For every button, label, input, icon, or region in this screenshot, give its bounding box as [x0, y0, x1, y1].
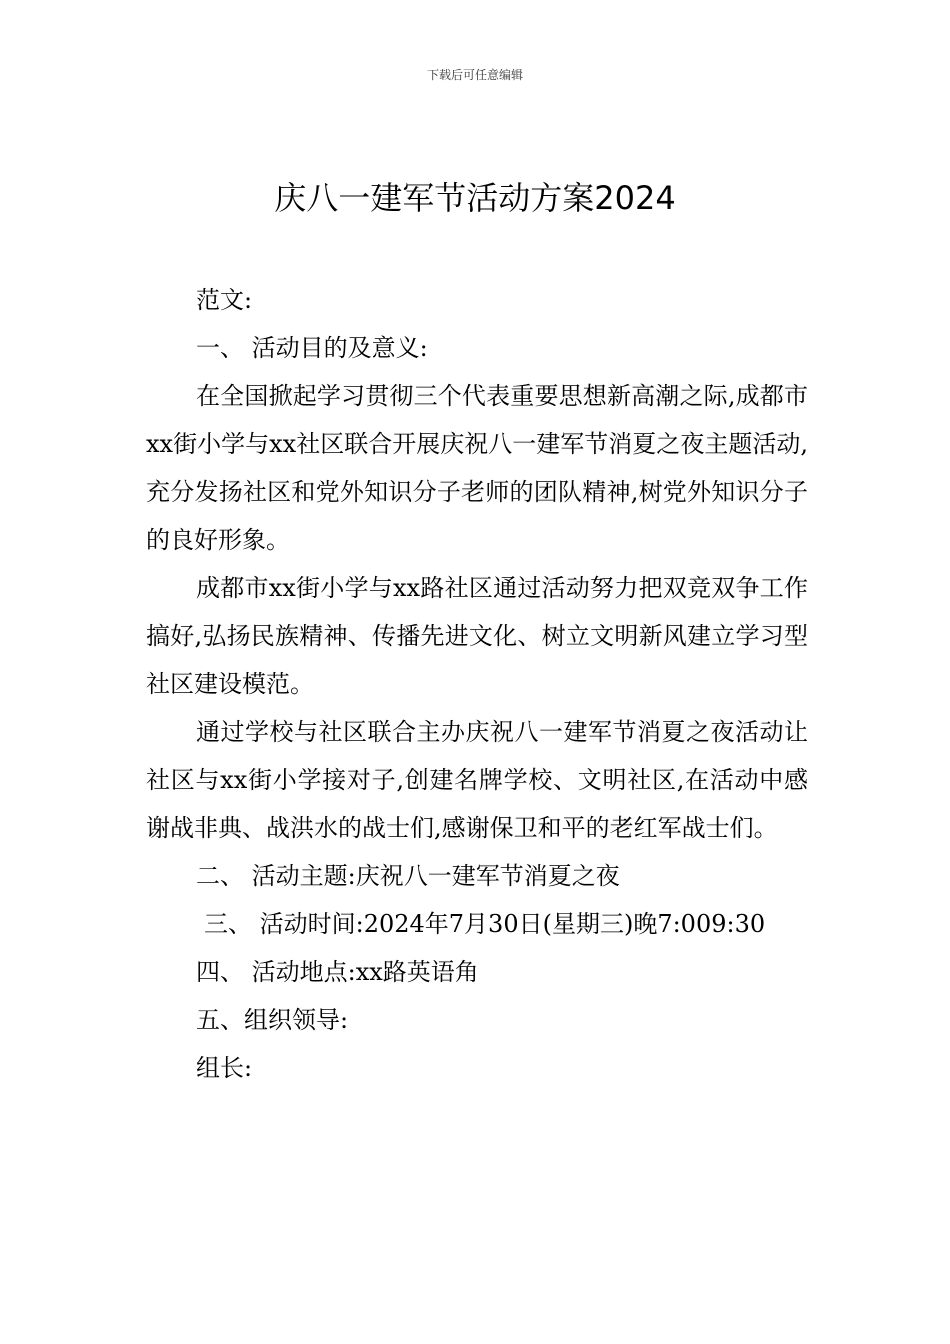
paragraph-section-3-time: 三、 活动时间:2024年7月30日(星期三)晚7:009:30: [204, 910, 766, 938]
paragraph-group-leader: 组长:: [196, 1054, 253, 1082]
paragraph-purpose-1: 在全国掀起学习贯彻三个代表重要思想新高潮之际,成都市xx街小学与xx社区联合开展庆祝八一建军节消夏之夜主题活动,充分发扬社区和党外知识分子老师的团队精神,树党外知识分子的良好形象。: [146, 382, 808, 554]
paragraph-purpose-3: 通过学校与社区联合主办庆祝八一建军节消夏之夜活动让社区与xx街小学接对子,创建名牌学校、文明社区,在活动中感谢战非典、战洪水的战士们,感谢保卫和平的老红军战士们。: [146, 718, 808, 842]
document-body: [146, 276, 808, 1092]
paragraph-section-5-leadership: 五、组织领导:: [196, 1006, 349, 1034]
paragraph-section-2-theme: 二、 活动主题:庆祝八一建军节消夏之夜: [196, 862, 620, 890]
paragraph-sample-label: 范文:: [196, 286, 253, 314]
header-note: 下载后可任意编辑: [426, 68, 523, 82]
paragraph-purpose-2: 成都市xx街小学与xx路社区通过活动努力把双竞双争工作搞好,弘扬民族精神、传播先进文化、树立文明新风建立学习型社区建设模范。: [146, 574, 808, 698]
document-title: 庆八一建军节活动方案2024: [274, 179, 676, 217]
paragraph-section-1-heading: 一、 活动目的及意义:: [196, 334, 428, 362]
paragraph-section-4-location: 四、 活动地点:xx路英语角: [196, 958, 479, 986]
